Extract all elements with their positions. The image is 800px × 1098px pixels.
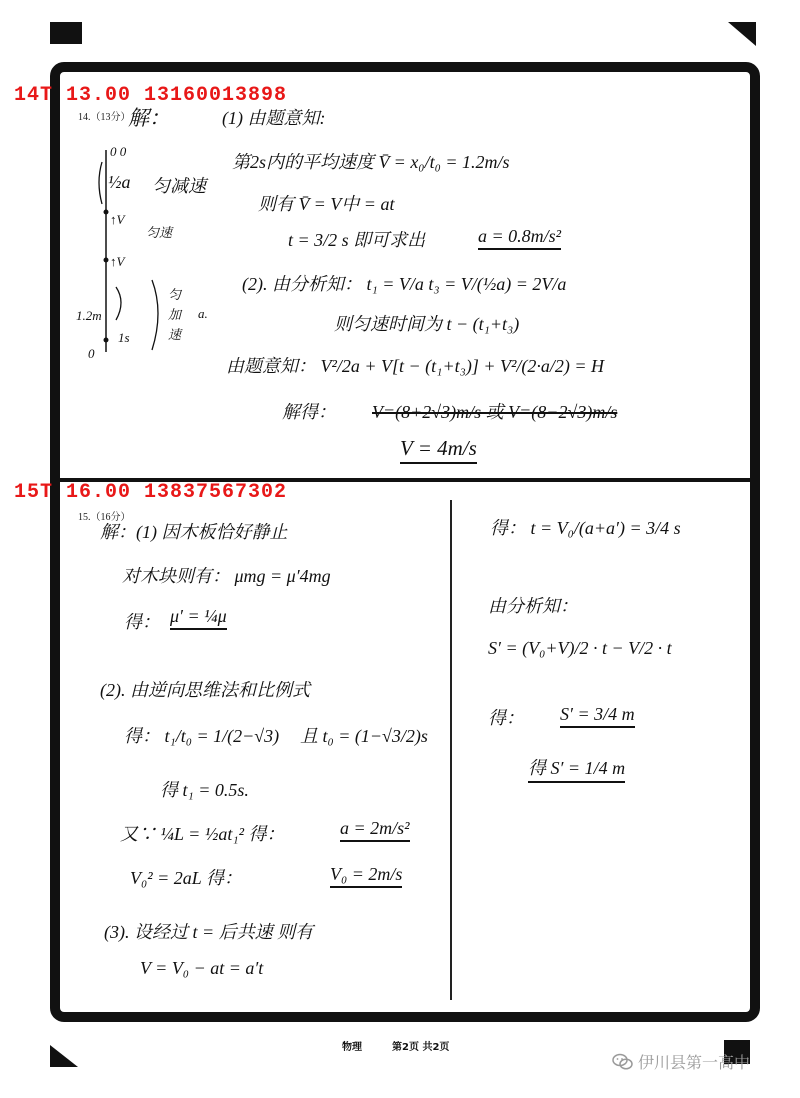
sketch-accel-label-3: 速 [168,327,182,342]
sketch-velocity-1: ↑V [110,212,125,227]
footer-page-number: 第2页 共2页 [392,1042,450,1053]
q14-line-equation: 由题意知： V²/2a + V[t − (t₁+t₃)] + V²/(2·a/2) = H [226,356,605,376]
q15-part3: (3). 设经过 t = 后共速 则有 [104,922,314,942]
q14-line-uniform-time: 则匀速时间为 t − (t₁+t₃) [334,314,520,334]
q15-t0-value: 且 t₀ = (1−√3/2)s [300,726,428,746]
q15-result-label-2: 得： [488,708,524,728]
q15-part1: 解：(1) 因木板恰好静止 [100,522,288,542]
sketch-uniform-label: 匀速 [146,225,173,240]
footer-subject: 物理 [342,1042,362,1053]
q14-solution-start: 解： [128,106,170,130]
sketch-accel-label-1: 匀 [168,287,182,302]
q15-result-label-1: 得： [124,612,160,632]
q15-common-velocity-eq: V = V₀ − at = a′t [140,958,264,978]
q15-time-result: 得： t = V₀/(a+a′) = 3/4 s [490,518,681,538]
q15-analysis-label: 由分析知： [488,596,578,616]
q15-answer-s-second: 得 S′ = 1/4 m [528,754,625,783]
q14-part2-analysis: (2). 由分析知： t₁ = V/a t₃ = V/(½a) = 2V/a [242,274,567,294]
q15-answer-a: a = 2m/s² [340,818,410,842]
sketch-top-mark: 0 0 [110,144,127,159]
q15-t1-value: 得 t₁ = 0.5s. [160,780,249,800]
sketch-one-second: 1s [118,330,130,345]
column-divider [450,500,452,1000]
q15-ratio-eq: 得： t₁/t₀ = 1/(2−√3) [124,726,280,746]
score-stamp-q14: 14T 13.00 13160013898 [14,84,288,107]
watermark [612,1050,750,1073]
q14-line-avg-velocity: 第2s内的平均速度 V̄ = x₀/t₀ = 1.2m/s [232,152,510,172]
q15-answer-s-first: S′ = 3/4 m [560,704,635,728]
question-15-label: 15.（16分） [78,512,131,523]
q14-line-mid-velocity: 则有 V̄ = V中 = at [258,194,395,214]
sketch-half-a: ½a [108,172,131,192]
q15-displacement-eq: S′ = (V₀+V)/2 · t − V/2 · t [488,638,672,658]
q15-part2: (2). 由逆向思维法和比例式 [100,680,310,700]
q14-line-time: t = 3/2 s 即可求出 [288,230,426,250]
q15-answer-v0: V₀ = 2m/s [330,864,402,888]
q14-answer-acceleration: a = 0.8m/s² [478,226,561,250]
sketch-accel-a: a. [198,306,208,321]
q15-friction-eq: 对木块则有： μmg = μ′4mg [122,566,331,586]
sketch-decel-label: 匀减速 [152,176,206,196]
q15-distance-eq: 又∵ ¼L = ½at₁² 得： [120,824,285,844]
q14-struck-solution: V=(8+2√3)m/s 或 V=(8−2√3)m/s [372,402,618,422]
q14-answer-velocity: V = 4m/s [400,436,477,464]
registration-mark-bottom-left [50,1045,78,1067]
q15-answer-mu: μ′ = ¼μ [170,606,227,630]
q14-part1-header: (1) 由题意知: [222,108,326,128]
watermark-text: 伊川县第一高中 [638,1053,751,1072]
wechat-icon [612,1053,634,1071]
sketch-distance: 1.2m [76,308,102,323]
sketch-origin: 0 [88,346,95,361]
question-14-label: 14.（13分） [78,112,131,123]
registration-mark-top-right [728,22,756,46]
registration-mark-top-left [50,22,82,44]
q14-solve-label: 解得： [282,402,336,422]
sketch-velocity-2: ↑V [110,254,125,269]
q15-velocity-eq: V₀² = 2aL 得： [130,868,242,888]
score-stamp-q15: 15T 16.00 13837567302 [14,481,288,504]
sketch-accel-label-2: 加 [168,307,182,322]
